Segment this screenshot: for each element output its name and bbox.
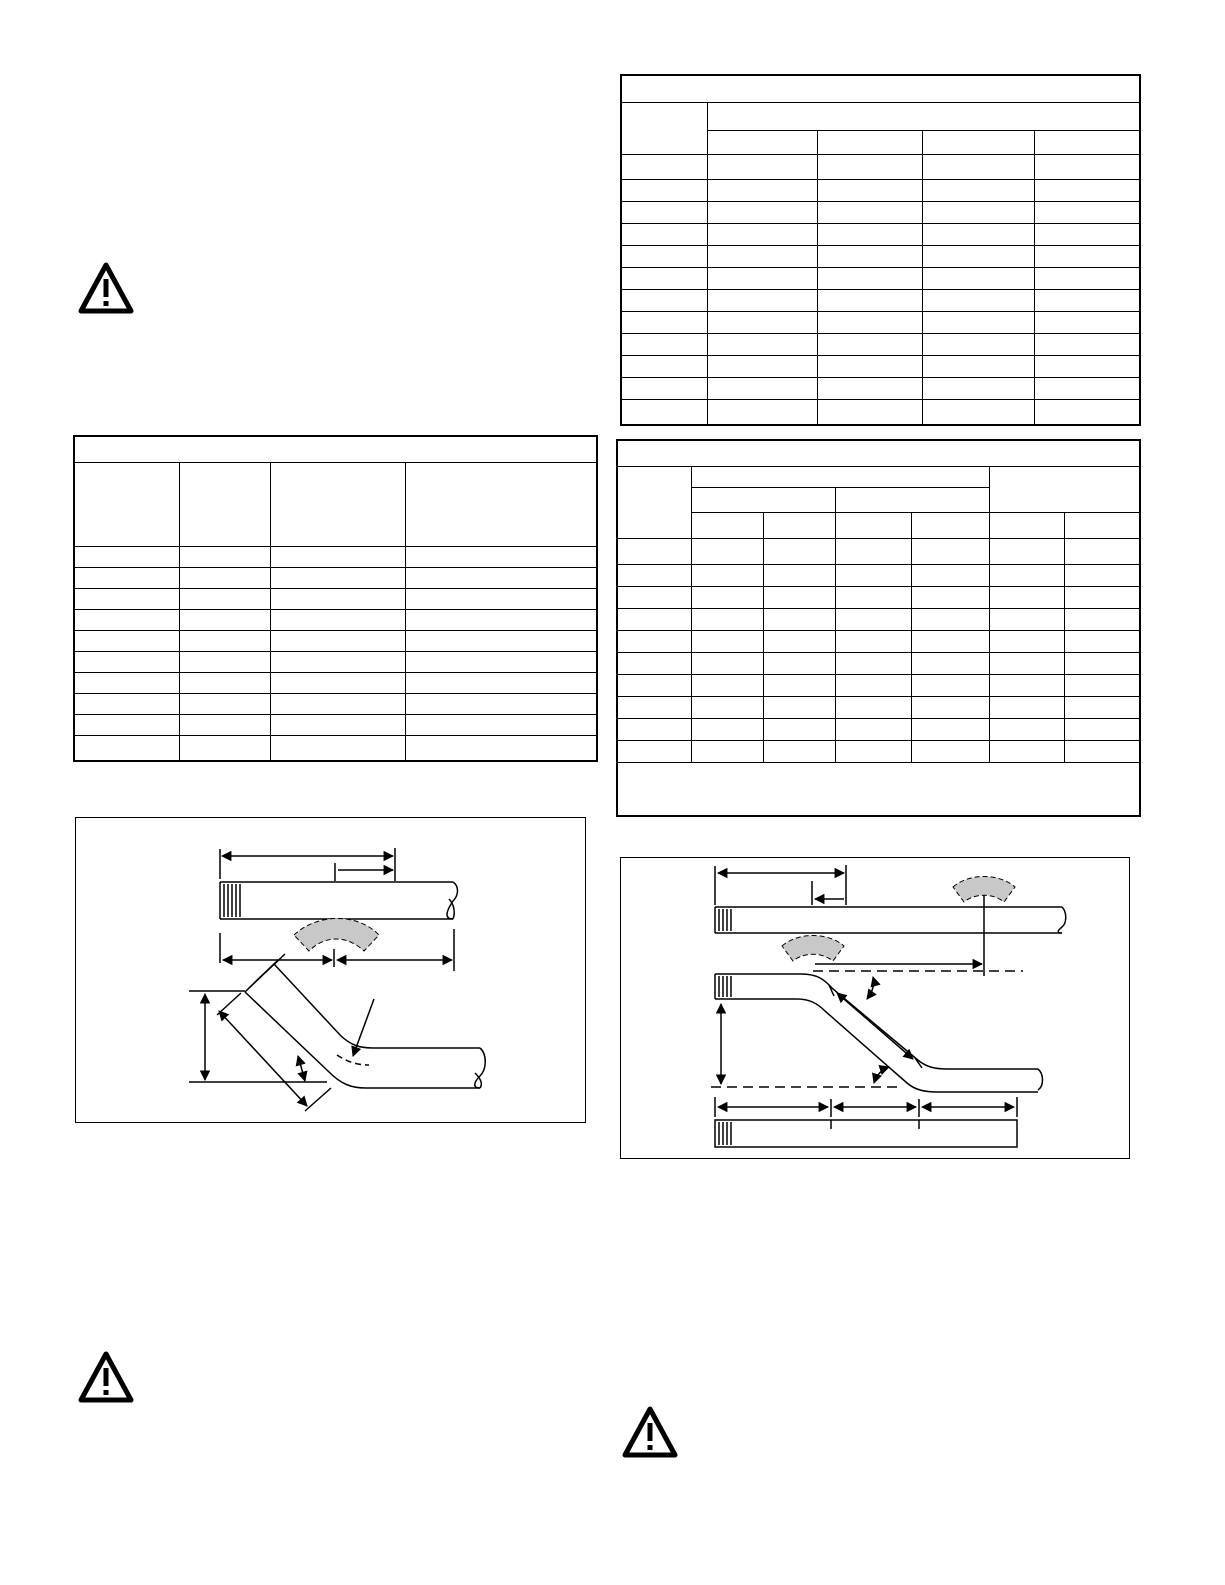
table-row [617, 608, 1140, 630]
table-row [74, 630, 597, 651]
table-row [74, 567, 597, 588]
table-row [617, 696, 1140, 718]
offset-bend-figure [620, 857, 1130, 1159]
single-bend-diagram [76, 818, 585, 1122]
table-row [621, 377, 1140, 399]
warning-triangle-icon [622, 1406, 678, 1458]
table-row [621, 267, 1140, 289]
table-header [989, 466, 1140, 512]
table-header [691, 466, 989, 487]
table-row [617, 652, 1140, 674]
table-row [74, 672, 597, 693]
table-row [621, 355, 1140, 377]
table-row [621, 333, 1140, 355]
table-row [74, 588, 597, 609]
table-row [617, 674, 1140, 696]
table-row [74, 546, 597, 567]
table-row [621, 311, 1140, 333]
table-row [617, 538, 1140, 564]
table-row [621, 154, 1140, 179]
table-row [617, 740, 1140, 762]
table-row [621, 201, 1140, 223]
table-row [617, 586, 1140, 608]
table-row [74, 609, 597, 630]
table-header [179, 462, 270, 546]
single-bend-figure [75, 817, 586, 1123]
table-row [74, 714, 597, 735]
table-title [617, 440, 1140, 466]
warning-triangle-icon [78, 262, 134, 314]
table-title [621, 75, 1140, 102]
table-footnote [617, 762, 1140, 816]
table-row [621, 223, 1140, 245]
left-spec-table [73, 435, 598, 762]
table-row [621, 179, 1140, 201]
table-row [621, 399, 1140, 425]
right-top-spec-table [620, 74, 1141, 426]
table-row [74, 735, 597, 761]
table-row [617, 718, 1140, 740]
table-title [74, 436, 597, 462]
table-header [405, 462, 597, 546]
table-row [617, 630, 1140, 652]
table-header [707, 102, 1140, 130]
right-bottom-spec-table [616, 439, 1141, 817]
table-row [621, 289, 1140, 311]
table-row [74, 693, 597, 714]
table-row [74, 651, 597, 672]
table-header [74, 462, 179, 546]
warning-triangle-icon [78, 1351, 134, 1403]
table-row [617, 564, 1140, 586]
table-header [270, 462, 405, 546]
table-row [621, 245, 1140, 267]
offset-bend-diagram [621, 858, 1129, 1158]
